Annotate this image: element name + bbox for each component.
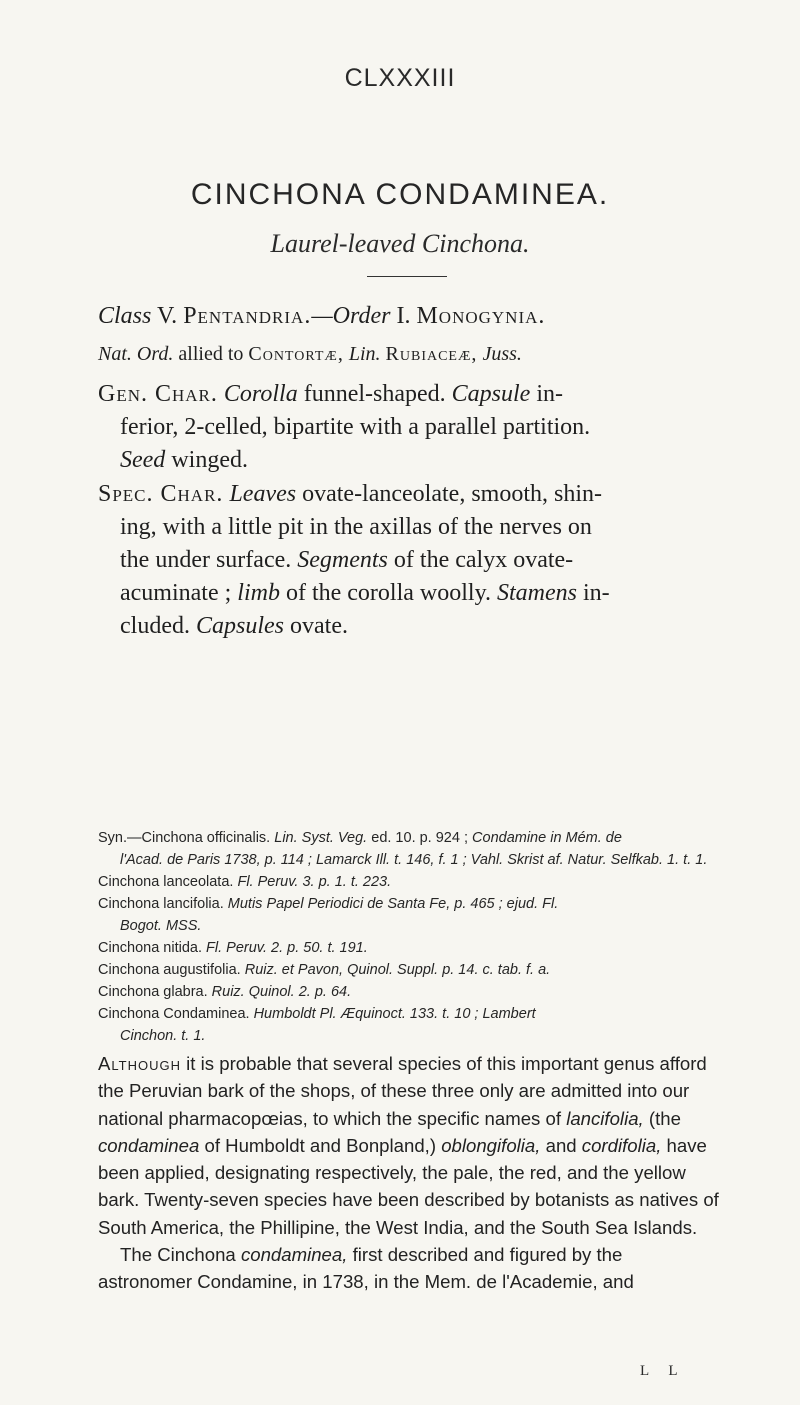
paragraph-text: it is probable that several species of this important genus afford the Peruvian bark of the shops, of these three only are admitted into our national pharmacopœias, to which the specific names of — [98, 1053, 707, 1129]
spec-char-text: ovate. — [290, 613, 348, 639]
specific-character — [98, 478, 718, 643]
class-line — [98, 300, 718, 333]
spec-char-leaves: Leaves — [229, 481, 297, 507]
spec-char-text: in- — [583, 580, 610, 606]
synonym-reference: Humboldt Pl. Æquinoct. 133. t. 10 ; Lambert — [253, 1006, 536, 1022]
synonym-entry — [98, 827, 728, 849]
synonym-entry — [98, 937, 728, 959]
synonym-entry — [98, 981, 728, 1003]
class-name: Pentandria. — [183, 303, 312, 329]
species-name: lancifolia, — [566, 1107, 644, 1129]
page-title: CINCHONA CONDAMINEA. — [190, 178, 610, 211]
generic-character — [98, 378, 718, 477]
synonym-reference: Cinchon. t. 1. — [120, 1028, 206, 1044]
synonym-name: Cinchona nitida. — [98, 940, 202, 956]
paragraph-text: first described and figured by the astronomer Condamine, in 1738, in the Mem. de l'Academie, and — [98, 1244, 634, 1293]
spec-char-limb: limb — [237, 580, 280, 606]
species-name: condaminea — [98, 1134, 200, 1156]
paragraph-text: have been applied, designating respectively, the pale, the red, and the yellow bark. Twenty-seven species have been described by botanists as natives of South America, the Phillipine, the West India, and the South Sea Islands. — [98, 1134, 719, 1238]
synonym-reference: Mutis Papel Periodici de Santa Fe, p. 465 ; ejud. Fl. — [227, 896, 559, 912]
spec-char-text: cluded. — [120, 613, 190, 639]
spec-char-capsules: Capsules — [195, 613, 284, 639]
spec-char-text: ovate-lanceolate, smooth, shin- — [302, 481, 602, 507]
gen-char-label: Gen. Char. — [98, 381, 218, 407]
synonym-reference: l'Acad. de Paris 1738, p. 114 ; Lamarck Ill. t. 146, f. 1 ; Vahl. Skrist af. Natur. Selfkab. 1. t. 1. — [120, 852, 708, 868]
gen-char-text: in- — [536, 381, 563, 407]
gen-char-capsule: Capsule — [451, 381, 531, 407]
paragraph-text: of Humboldt and Bonpland,) — [199, 1134, 442, 1156]
nat-ord-label: Nat. Ord. — [98, 343, 174, 365]
nat-ord-contortae: Contortæ, — [248, 343, 344, 365]
synonym-continuation — [98, 849, 728, 871]
gen-char-text: funnel-shaped. — [303, 381, 446, 407]
paragraph-text: The Cinchona — [120, 1244, 241, 1266]
species-name: cordifolia, — [581, 1134, 662, 1156]
signature-mark: L L — [640, 1363, 686, 1379]
synonym-entry — [98, 893, 728, 915]
gen-char-line: ferior, 2-celled, bipartite with a parallel partition. — [120, 414, 591, 440]
spec-char-text: the under surface. — [120, 547, 292, 573]
synonym-name: Cinchona lancifolia. — [98, 896, 224, 912]
class-label: Class — [98, 303, 152, 329]
paragraph-2 — [98, 1241, 720, 1296]
spec-char-stamens: Stamens — [497, 580, 578, 606]
synonym-reference: Condamine in Mém. de — [472, 830, 622, 846]
spec-char-segments: Segments — [297, 547, 388, 573]
order-value: I. — [396, 303, 411, 329]
synonym-continuation — [98, 915, 728, 937]
synonym-reference: Ruiz. et Pavon, Quinol. Suppl. p. 14. c. tab. f. a. — [244, 962, 551, 978]
synonym-entry — [98, 959, 728, 981]
paragraph-text: (the — [643, 1107, 681, 1129]
synonym-reference: Fl. Peruv. 2. p. 50. t. 191. — [206, 940, 368, 956]
synonyms-list — [98, 827, 728, 1047]
spec-char-text: of the calyx ovate- — [393, 547, 574, 573]
paragraph-1 — [98, 1050, 720, 1241]
page-subtitle: Laurel-leaved Cinchona. — [270, 229, 530, 258]
synonym-reference: Bogot. MSS. — [120, 918, 202, 934]
synonym-name: Cinchona lanceolata. — [98, 874, 234, 890]
synonym-reference: Fl. Peruv. 3. p. 1. t. 223. — [237, 874, 392, 890]
nat-ord-juss: Juss. — [482, 343, 522, 365]
spec-char-text: of the corolla woolly. — [285, 580, 492, 606]
synonym-continuation — [98, 1025, 728, 1047]
species-name: condaminea, — [240, 1244, 348, 1266]
natural-order — [98, 338, 718, 371]
body-text — [98, 1050, 720, 1296]
nat-ord-text: allied to — [178, 343, 244, 365]
synonym-entry — [98, 871, 728, 893]
nat-ord-rubiaceae: Rubiaceæ, — [385, 343, 478, 365]
synonym-name: Cinchona glabra. — [98, 984, 208, 1000]
drop-word: Although — [98, 1053, 181, 1074]
spec-char-text: acuminate ; — [120, 580, 232, 606]
class-value: V. — [156, 303, 178, 329]
page-folio: CLXXXIII — [344, 64, 456, 92]
spec-char-line: ing, with a little pit in the axillas of the nerves on — [120, 514, 592, 540]
synonym-name: Cinchona Condaminea. — [98, 1006, 250, 1022]
gen-char-seed: Seed — [120, 447, 166, 473]
synonym-name: Syn.—Cinchona officinalis. — [98, 830, 271, 846]
order-name: Monogynia. — [416, 303, 546, 329]
synonym-reference: Ruiz. Quinol. 2. p. 64. — [211, 984, 352, 1000]
paragraph-text: and — [540, 1134, 582, 1156]
order-label: —Order — [311, 303, 391, 329]
nat-ord-lin: Lin. — [348, 343, 381, 365]
species-name: oblongifolia, — [441, 1134, 541, 1156]
synonym-entry — [98, 1003, 728, 1025]
gen-char-text: winged. — [171, 447, 248, 473]
title-rule — [367, 276, 447, 277]
gen-char-corolla: Corolla — [223, 381, 298, 407]
synonym-reference: Lin. Syst. Veg. — [274, 830, 368, 846]
synonym-reference: ed. 10. p. 924 ; — [371, 830, 468, 846]
synonym-name: Cinchona augustifolia. — [98, 962, 241, 978]
spec-char-label: Spec. Char. — [98, 481, 224, 507]
